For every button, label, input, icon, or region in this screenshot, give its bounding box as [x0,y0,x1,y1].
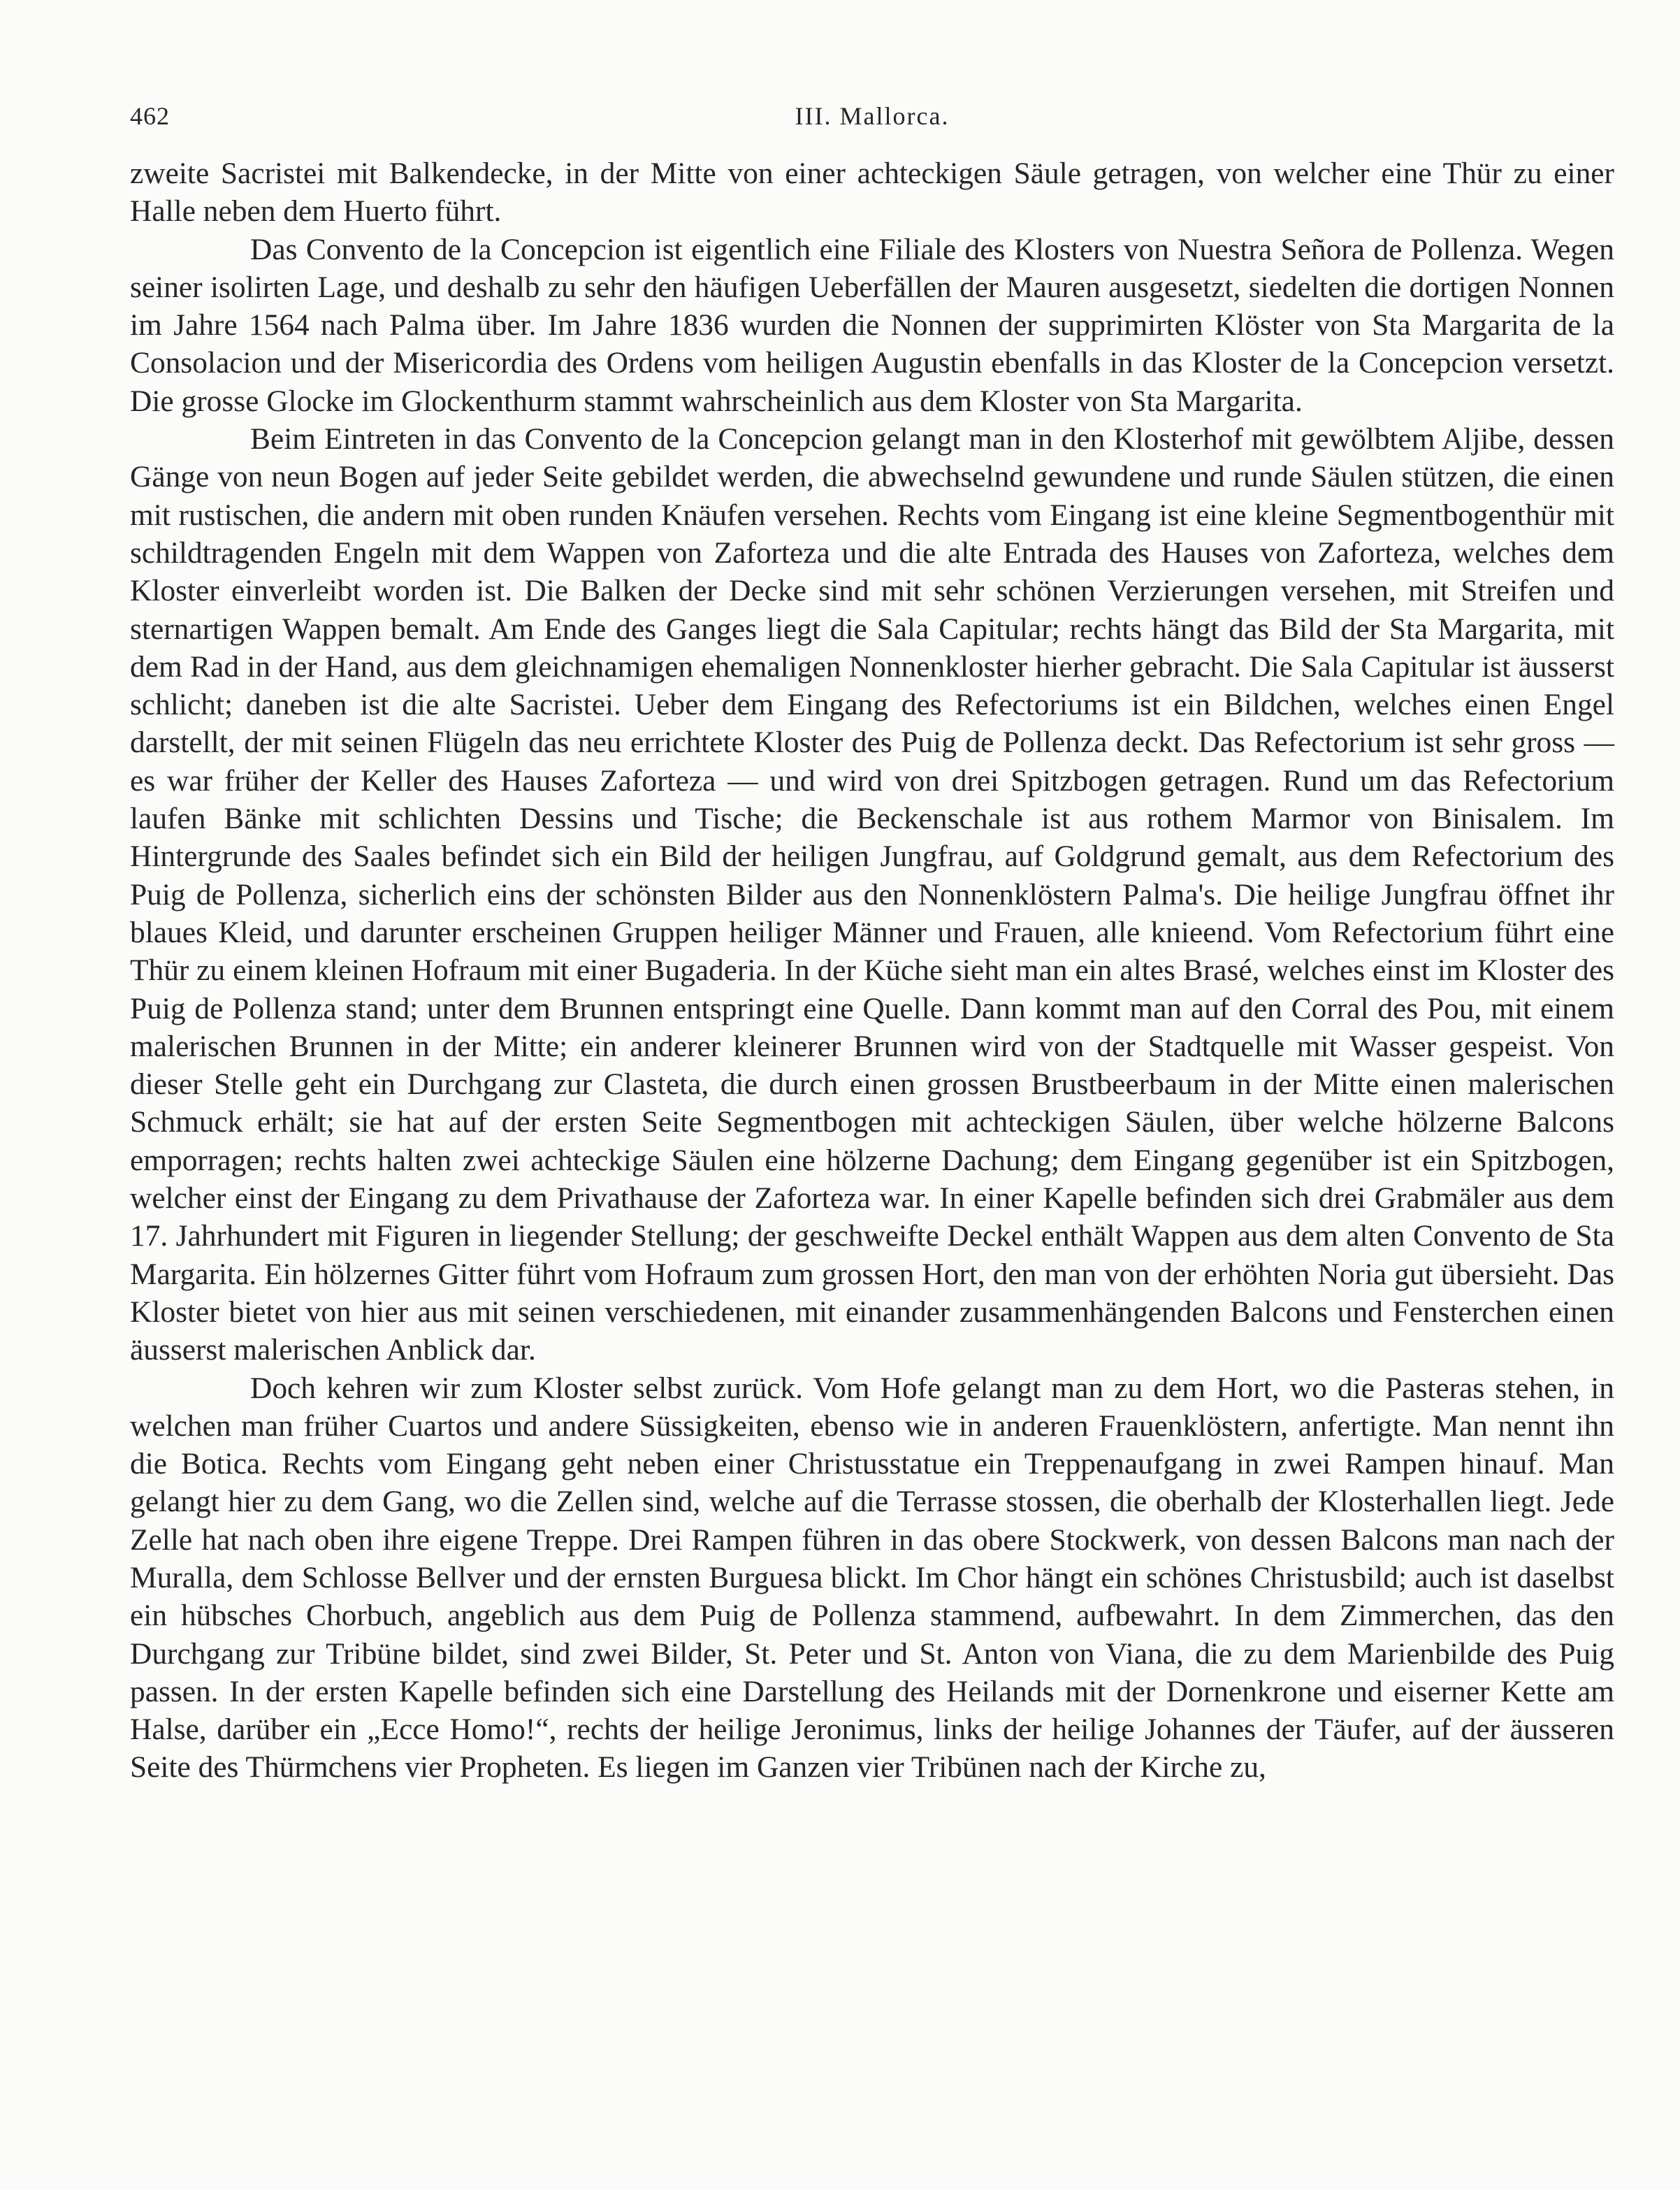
paragraph-convento-history: Das Convento de la Concepcion ist eigentlich eine Filiale des Klosters von Nuestra Señora de Pollenza. Wegen seiner isolirten Lage, und deshalb zu sehr den häufigen Ueberfällen der Mauren ausgesetzt, siedelten die dortigen Nonnen im Jahre 1564 nach Palma über. Im Jahre 1836 wurden die Nonnen der supprimirten Klöster von Sta Margarita de la Consolacion und der Misericordia des Ordens vom heiligen Augustin ebenfalls in das Kloster de la Concepcion versetzt. Die grosse Glocke im Glockenthurm stammt wahrscheinlich aus dem Kloster von Sta Margarita. [130,232,1614,418]
section-title: III. Mallorca. [795,102,950,130]
paragraph-cloister-description: Beim Eintreten in das Convento de la Concepcion gelangt man in den Klosterhof mit gewölbtem Aljibe, dessen Gänge von neun Bogen auf jeder Seite gebildet werden, die abwechselnd gewundene und runde Säulen stützen, die einen mit rustischen, die andern mit oben runden Knäufen versehen. Rechts vom Eingang ist eine kleine Segmentbogenthür mit schildtragenden Engeln mit dem Wappen von Zaforteza und die alte Entrada des Hauses von Zaforteza, welches dem Kloster einverleibt worden ist. Die Balken der Decke sind mit sehr schönen Verzierungen versehen, mit Streifen und sternartigen Wappen bemalt. Am Ende des Ganges liegt die Sala Capitular; rechts hängt das Bild der Sta Margarita, mit dem Rad in der Hand, aus dem gleichnamigen ehemaligen Nonnenkloster hierher gebracht. Die Sala Capitular ist äusserst schlicht; daneben ist die alte Sacristei. Ueber dem Eingang des Refectoriums ist ein Bildchen, welches einen Engel darstellt, der mit seinen Flügeln das neu errichtete Kloster des Puig de Pollenza deckt. Das Refectorium ist sehr gross — es war früher der Keller des Hauses Zaforteza — und wird von drei Spitzbogen getragen. Rund um das Refectorium laufen Bänke mit schlichten Dessins und Tische; die Beckenschale ist aus rothem Marmor von Binisalem. Im Hintergrunde des Saales befindet sich ein Bild der heiligen Jungfrau, auf Goldgrund gemalt, aus dem Refectorium des Puig de Pollenza, sicherlich eins der schönsten Bilder aus den Nonnenklöstern Palma's. Die heilige Jungfrau öffnet ihr blaues Kleid, und darunter erscheinen Gruppen heiliger Männer und Frauen, alle knieend. Vom Refectorium führt eine Thür zu einem kleinen Hofraum mit einer Bugaderia. In der Küche sieht man ein altes Brasé, welches einst im Kloster des Puig de Pollenza stand; unter dem Brunnen entspringt eine Quelle. Dann kommt man auf den Corral des Pou, mit einem malerischen Brunnen in der Mitte; ein anderer kleinerer Brunnen wird von der Stadtquelle mit Wasser gespeist. Von dieser Stelle geht ein Durchgang zur Clasteta, die durch einen grossen Brustbeerbaum in der Mitte einen malerischen Schmuck erhält; sie hat auf der ersten Seite Segmentbogen mit achteckigen Säulen, über welche hölzerne Balcons emporragen; rechts halten zwei achteckige Säulen eine hölzerne Dachung; dem Eingang gegenüber ist ein Spitzbogen, welcher einst der Eingang zu dem Privathause der Zaforteza war. In einer Kapelle befinden sich drei Grabmäler aus dem 17. Jahrhundert mit Figuren in liegender Stellung; der geschweifte Deckel enthält Wappen aus dem alten Convento de Sta Margarita. Ein hölzernes Gitter führt vom Hofraum zum grossen Hort, den man von der erhöhten Noria gut übersieht. Das Kloster bietet von hier aus mit seinen verschiedenen, mit einander zusammenhängenden Balcons und Fensterchen einen äusserst malerischen Anblick dar. [130,422,1614,1367]
page-number: 462 [130,102,170,130]
body-text [130,154,1614,1787]
paragraph-continued: zweite Sacristei mit Balkendecke, in der Mitte von einer achteckigen Säule getragen, von welcher eine Thür zu einer Halle neben dem Huerto führt. [130,157,1614,229]
paragraph-return-to-cloister: Doch kehren wir zum Kloster selbst zurück. Vom Hofe gelangt man zu dem Hort, wo die Pasteras stehen, in welchen man früher Cuartos und andere Süssigkeiten, ebenso wie in anderen Frauenklöstern, anfertigte. Man nennt ihn die Botica. Rechts vom Eingang geht neben einer Christusstatue ein Treppenaufgang in zwei Rampen hinauf. Man gelangt hier zu dem Gang, wo die Zellen sind, welche auf die Terrasse stossen, die oberhalb der Klosterhallen liegt. Jede Zelle hat nach oben ihre eigene Treppe. Drei Rampen führen in das obere Stockwerk, von dessen Balcons man nach der Muralla, dem Schlosse Bellver und der ernsten Burguesa blickt. Im Chor hängt ein schönes Christusbild; auch ist daselbst ein hübsches Chorbuch, angeblich aus dem Puig de Pollenza stammend, aufbewahrt. In dem Zimmerchen, das den Durchgang zur Tribüne bildet, sind zwei Bilder, St. Peter und St. Anton von Viana, die zu dem Marienbilde des Puig passen. In der ersten Kapelle befinden sich eine Darstellung des Heilands mit der Dornenkrone und eiserner Kette am Halse, darüber ein „Ecce Homo!“, rechts der heilige Jeronimus, links der heilige Johannes der Täufer, auf der äusseren Seite des Thürmchens vier Propheten. Es liegen im Ganzen vier Tribünen nach der Kirche zu, [130,1371,1614,1785]
running-head [130,101,1614,143]
